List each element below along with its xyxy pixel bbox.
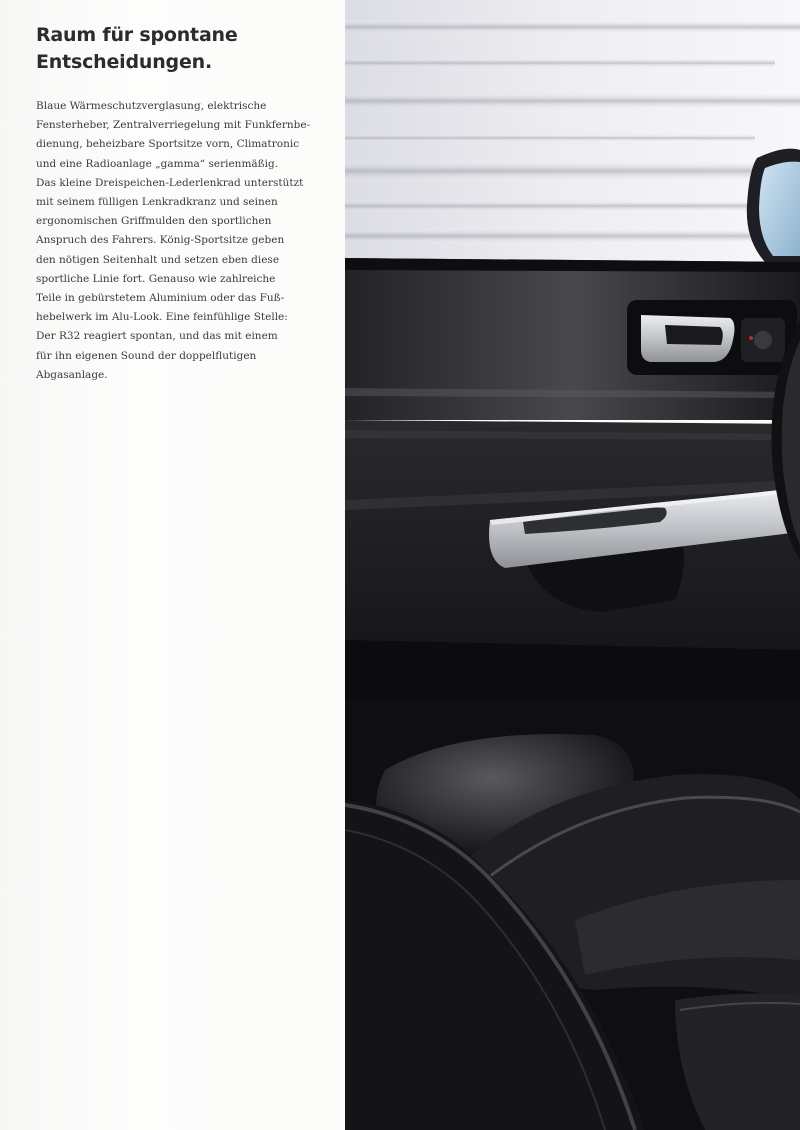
- body-line: Anspruch des Fahrers. König-Sportsitze geben: [36, 234, 285, 247]
- body-line: Teile in gebürstetem Aluminium oder das Fuß-: [36, 292, 285, 305]
- side-mirror: [747, 149, 800, 262]
- window-background: [345, 0, 800, 262]
- body-line: Fensterheber, Zentralverriegelung mit Funkfernbe-: [36, 119, 311, 132]
- body-line: mit seinem fülligen Lenkradkranz und seinen: [36, 196, 278, 209]
- body-line: den nötigen Seitenhalt und setzen eben diese: [36, 253, 280, 266]
- body-line: und eine Radioanlage „gamma“ serienmäßig.: [36, 157, 279, 170]
- body-line: Das kleine Dreispeichen-Lederlenkrad unterstützt: [36, 176, 304, 189]
- car-interior-photo: [345, 0, 800, 1130]
- body-line: für ihn eigenen Sound der doppelflutigen: [36, 349, 257, 362]
- body-line: ergonomischen Griffmulden den sportlichen: [36, 215, 272, 228]
- door-handle: [627, 300, 797, 375]
- leather-seat: [345, 700, 800, 1130]
- body-line: sportliche Linie fort. Genauso wie zahlreiche: [36, 272, 276, 285]
- body-line: Der R32 reagiert spontan, und das mit einem: [36, 330, 278, 343]
- text-column: [0, 0, 345, 1130]
- body-line: hebelwerk im Alu-Look. Eine feinfühlige Stelle:: [36, 311, 288, 324]
- headline-line: Raum für spontane: [36, 24, 238, 46]
- body-line: dienung, beheizbare Sportsitze vorn, Climatronic: [36, 138, 300, 151]
- body-line: Abgasanlage.: [36, 368, 108, 381]
- body-line: Blaue Wärmeschutzverglasung, elektrische: [36, 100, 267, 112]
- body-paragraph: [36, 97, 326, 385]
- headline-line: Entscheidungen.: [36, 51, 212, 73]
- page-headline: [36, 22, 336, 76]
